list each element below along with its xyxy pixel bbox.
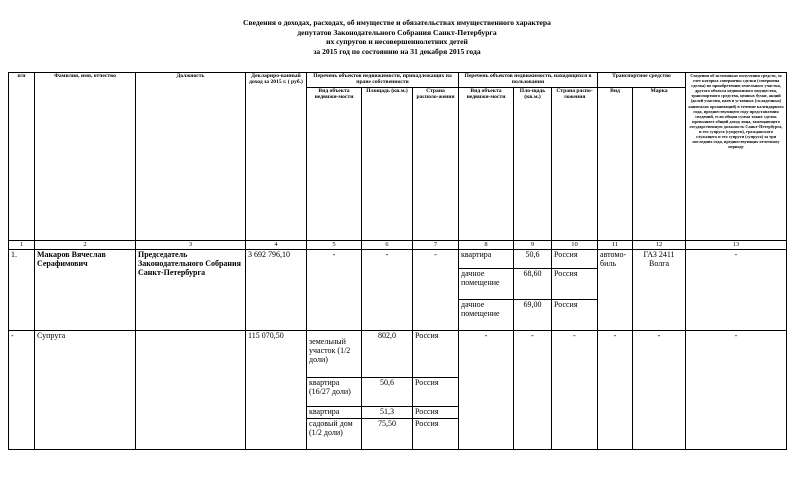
header-used-area: Пло-щадь (кв.м.) (514, 88, 552, 241)
col-num-11: 11 (598, 241, 633, 250)
header-income: Деклариро-ванный доход за 2015 г. ( руб.) (246, 73, 307, 241)
spouse-position (136, 331, 246, 450)
person-income: 3 692 796,10 (246, 250, 307, 331)
person-used-area-1: 50,6 (514, 250, 552, 269)
person-owned-area: - (362, 250, 413, 331)
spouse-num: - (9, 331, 35, 450)
title-line-3: их супругов и несовершеннолетних детей (326, 37, 468, 47)
person-transport-brand: ГАЗ 2411 Волга (633, 250, 686, 331)
person-used-type-2: дачное помещение (459, 269, 514, 300)
spouse-owned-area-3: 51,3 (362, 407, 413, 419)
spouse-transport-type: - (598, 331, 633, 450)
header-used: Перечень объектов недвижимости, находящихся в пользовании (459, 73, 598, 88)
col-num-1: 1 (9, 241, 35, 250)
spouse-owned-country-3: Россия (413, 407, 459, 419)
col-num-2: 2 (35, 241, 136, 250)
person-used-country-1: Россия (552, 250, 598, 269)
header-transport: Транспортное средство (598, 73, 686, 88)
spouse-owned-country-4: Россия (413, 419, 459, 450)
spouse-used-country: - (552, 331, 598, 450)
header-sources: Сведения об источниках получения средств, за счет которых совершены сделки (совершена сделка) по приобретению земельного участка, другого объекта недвижимого имущества, транспортного средства, ценных бумаг, акций (долей участия, паев в уставных (складочных) капиталах организаций) в течение календарного года, предшествующего году представления сведений, если общая сумма таких сделок превышает общий доход лица, замещающего государственную должность Санкт-Петербурга, и его супруга (супруги), гражданского служащего и его супруги (супруга) за три последних года, предшествующих отчетному периоду (686, 73, 787, 241)
header-owned: Перечень объектов недвижимости, принадлежащих на праве собственности (307, 73, 459, 88)
person-position: Председатель Законодательного Собрания Санкт-Петербурга (136, 250, 246, 331)
table-row-spouse (9, 331, 787, 378)
col-num-9: 9 (514, 241, 552, 250)
header-transport-brand: Марка (633, 88, 686, 241)
spouse-name: Супруга (35, 331, 136, 450)
header-row-1 (9, 73, 787, 88)
title-line-4: за 2015 год по состоянию на 31 декабря 2015 года (313, 46, 481, 56)
spouse-owned-type-3: квартира (307, 407, 362, 419)
header-used-country: Страна распо-ложения (552, 88, 598, 241)
declaration-table (8, 72, 787, 450)
spouse-income: 115 070,50 (246, 331, 307, 450)
col-num-3: 3 (136, 241, 246, 250)
spouse-used-area: - (514, 331, 552, 450)
col-num-6: 6 (362, 241, 413, 250)
title-line-2: депутатов Законодательного Собрания Санкт-Петербурга (297, 27, 497, 37)
col-num-8: 8 (459, 241, 514, 250)
header-num: п/п (9, 73, 35, 241)
person-used-type-3: дачное помещение (459, 300, 514, 331)
header-owned-type: Вид объекта недвижи-мости (307, 88, 362, 241)
header-owned-country: Страна располо-жения (413, 88, 459, 241)
spouse-owned-country-2: Россия (413, 378, 459, 407)
spouse-used-type: - (459, 331, 514, 450)
person-sources: - (686, 250, 787, 331)
spouse-owned-area-1: 802,0 (362, 331, 413, 378)
person-transport-type: автомо-биль (598, 250, 633, 331)
table-row-person (9, 250, 787, 269)
col-num-7: 7 (413, 241, 459, 250)
person-num: 1. (9, 250, 35, 331)
column-numbers-row (9, 241, 787, 250)
col-num-5: 5 (307, 241, 362, 250)
spouse-owned-type-2: квартира (16/27 доли) (307, 378, 362, 407)
spouse-owned-country-1: Россия (413, 331, 459, 378)
header-used-type: Вид объекта недвижи-мости (459, 88, 514, 241)
person-owned-country: - (413, 250, 459, 331)
person-used-country-3: Россия (552, 300, 598, 331)
person-used-type-1: квартира (459, 250, 514, 269)
header-position: Должность (136, 73, 246, 241)
spouse-owned-area-4: 75,50 (362, 419, 413, 450)
spouse-owned-type-4: садовый дом (1/2 доли) (307, 419, 362, 450)
col-num-13: 13 (686, 241, 787, 250)
spouse-transport-brand: - (633, 331, 686, 450)
spouse-owned-type-1: земельный участок (1/2 доли) (307, 331, 362, 378)
header-fio: Фамилия, имя, отчество (35, 73, 136, 241)
person-owned-type: - (307, 250, 362, 331)
document-title (0, 18, 794, 56)
person-used-area-2: 68,60 (514, 269, 552, 300)
person-used-area-3: 69,00 (514, 300, 552, 331)
person-name: Макаров Вячеслав Серафимович (35, 250, 136, 331)
spouse-owned-area-2: 50,6 (362, 378, 413, 407)
col-num-12: 12 (633, 241, 686, 250)
header-transport-type: Вид (598, 88, 633, 241)
title-line-1: Сведения о доходах, расходах, об имуществе и обязательствах имущественного характера (243, 18, 551, 27)
col-num-4: 4 (246, 241, 307, 250)
person-used-country-2: Россия (552, 269, 598, 300)
spouse-sources: - (686, 331, 787, 450)
header-owned-area: Площадь (кв.м.) (362, 88, 413, 241)
col-num-10: 10 (552, 241, 598, 250)
